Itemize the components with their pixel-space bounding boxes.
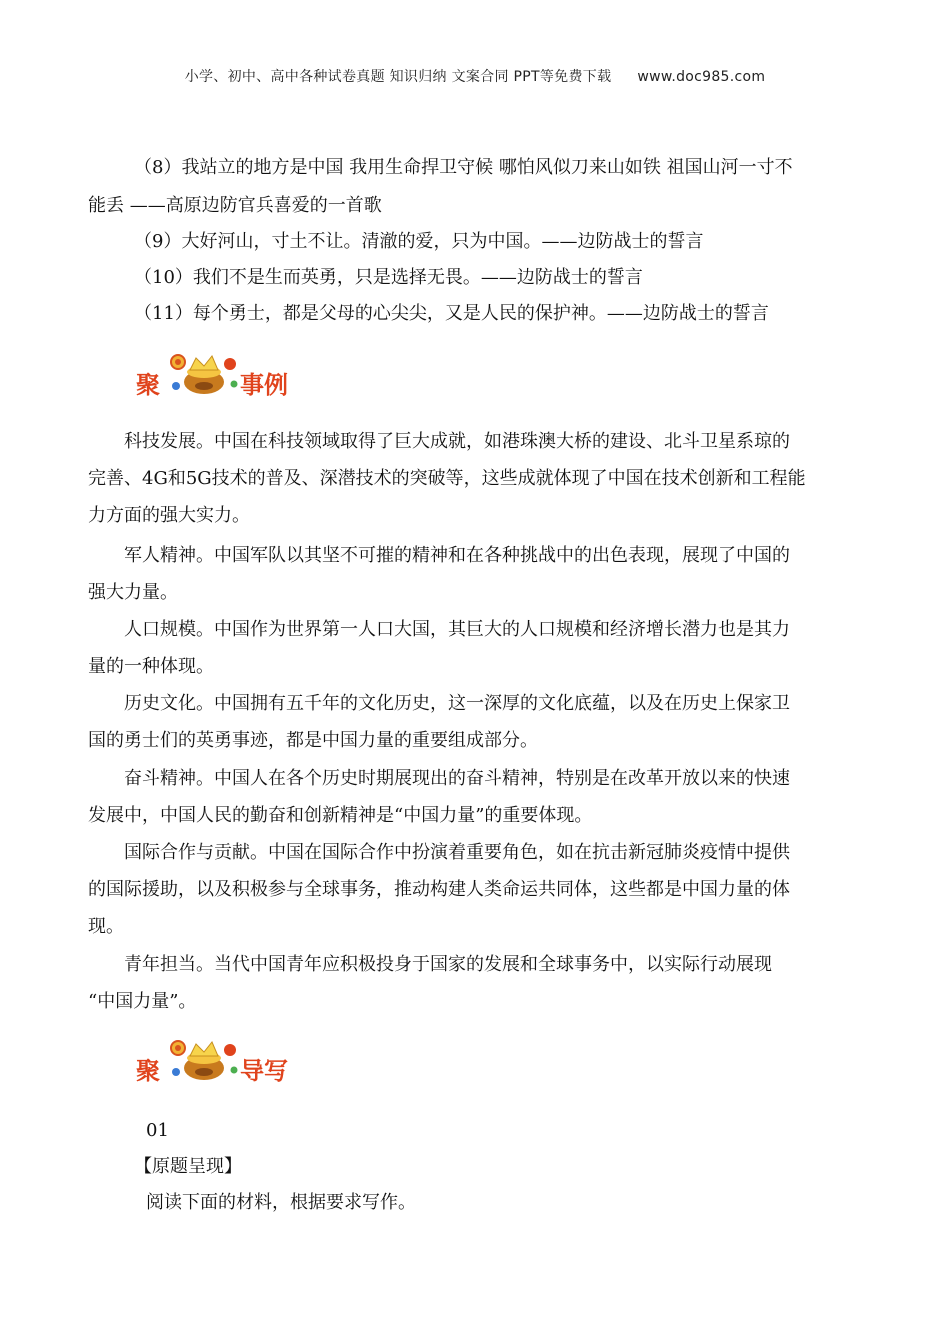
section-prefix: 聚 bbox=[136, 371, 160, 399]
example-7-line-1: 青年担当。当代中国青年应积极投身于国家的发展和全球事务中，以实际行动展现 bbox=[124, 954, 772, 975]
treasure-pot-icon bbox=[164, 334, 244, 398]
quote-11: （11）每个勇士，都是父母的心尖尖，又是人民的保护神。——边防战士的誓言 bbox=[134, 303, 769, 324]
quote-8-line-2: 能丢 ——高原边防官兵喜爱的一首歌 bbox=[88, 195, 382, 216]
header-text: 小学、初中、高中各种试卷真题 知识归纳 文案合同 PPT等免费下载 bbox=[184, 69, 612, 85]
guide-number: 01 bbox=[146, 1120, 169, 1141]
example-1-line-1: 科技发展。中国在科技领域取得了巨大成就，如港珠澳大桥的建设、北斗卫星系琼的 bbox=[124, 431, 790, 452]
guide-label: 【原题呈现】 bbox=[134, 1156, 242, 1177]
example-2-line-2: 强大力量。 bbox=[88, 582, 178, 603]
treasure-pot-icon bbox=[164, 1020, 244, 1084]
example-5-line-1: 奋斗精神。中国人在各个历史时期展现出的奋斗精神，特别是在改革开放以来的快速 bbox=[124, 768, 790, 789]
section-title: 导写 bbox=[240, 1057, 288, 1085]
example-1-line-3: 力方面的强大实力。 bbox=[88, 505, 250, 526]
guide-instruction: 阅读下面的材料，根据要求写作。 bbox=[146, 1192, 416, 1213]
quote-8-line-1: （8）我站立的地方是中国 我用生命捍卫守候 哪怕风似刀来山如铁 祖国山河一寸不 bbox=[134, 157, 793, 178]
section-heading-guide bbox=[132, 1020, 312, 1092]
section-prefix: 聚 bbox=[136, 1057, 160, 1085]
quote-9: （9）大好河山，寸土不让。清澈的爱，只为中国。——边防战士的誓言 bbox=[134, 231, 704, 252]
example-2-line-1: 军人精神。中国军队以其坚不可摧的精神和在各种挑战中的出色表现，展现了中国的 bbox=[124, 545, 790, 566]
section-title: 事例 bbox=[240, 371, 288, 399]
example-7-line-2: “中国力量”。 bbox=[88, 991, 197, 1012]
example-1-line-2: 完善、4G和5G技术的普及、深潜技术的突破等，这些成就体现了中国在技术创新和工程能 bbox=[88, 468, 806, 489]
example-6-line-2: 的国际援助，以及积极参与全球事务，推动构建人类命运共同体，这些都是中国力量的体 bbox=[88, 879, 790, 900]
example-3-line-2: 量的一种体现。 bbox=[88, 656, 214, 677]
example-3-line-1: 人口规模。中国作为世界第一人口大国，其巨大的人口规模和经济增长潜力也是其力 bbox=[124, 619, 790, 640]
example-6-line-1: 国际合作与贡献。中国在国际合作中扮演着重要角色，如在抗击新冠肺炎疫情中提供 bbox=[124, 842, 790, 863]
quote-10: （10）我们不是生而英勇，只是选择无畏。——边防战士的誓言 bbox=[134, 267, 643, 288]
page-header bbox=[0, 66, 950, 86]
header-site-link[interactable]: www.doc985.com bbox=[637, 69, 766, 85]
example-5-line-2: 发展中，中国人民的勤奋和创新精神是“中国力量”的重要体现。 bbox=[88, 805, 593, 826]
example-6-line-3: 现。 bbox=[88, 916, 124, 937]
section-heading-examples bbox=[132, 334, 312, 406]
example-4-line-1: 历史文化。中国拥有五千年的文化历史，这一深厚的文化底蕴，以及在历史上保家卫 bbox=[124, 693, 790, 714]
example-4-line-2: 国的勇士们的英勇事迹，都是中国力量的重要组成部分。 bbox=[88, 730, 538, 751]
